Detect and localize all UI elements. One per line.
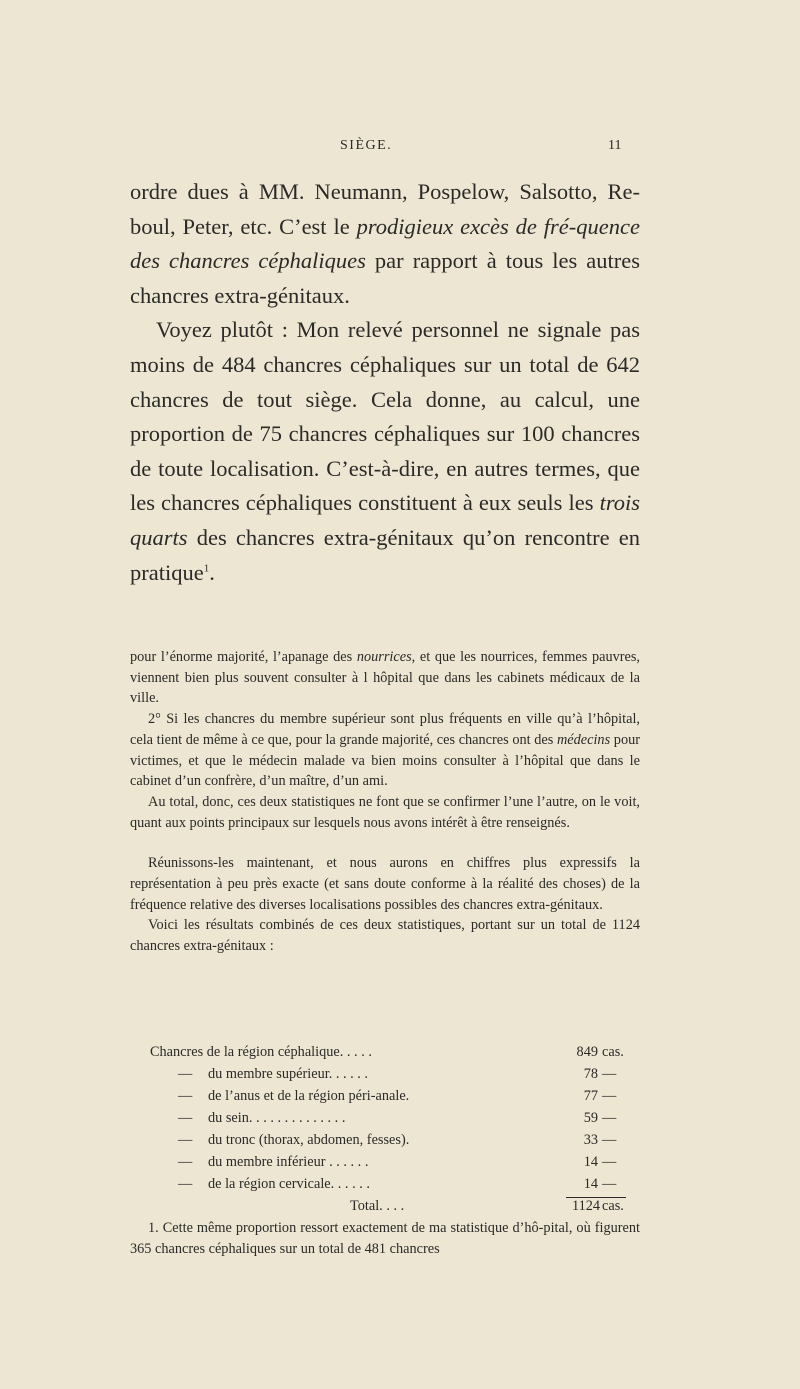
emphasis: trois quarts	[130, 490, 640, 550]
table-row: — du sein. . . . . . . . . . . . . . 59 —	[178, 1110, 617, 1126]
table-row: — du tronc (thorax, abdomen, fesses). 33 —	[178, 1132, 617, 1148]
table-row: — du membre inférieur . . . . . . 14 —	[178, 1154, 617, 1170]
paragraph-2: Voyez plutôt : Mon relevé personnel ne signale pas moins de 484 chancres céphaliques sur un total de 642 chancres de tout siège. Cela donne, au calcul, une proportion de 75 chancres céphaliques sur 100 chancres de toute localisation. C’est-à-dire, en autres termes, que les chancres céphaliques constituent à eux seuls les trois quarts des chancres extra-génitaux qu’on rencontre en pratique$^1$.	[130, 317, 640, 585]
emphasis: prodigieux excès de fré-quence des chancres céphaliques	[130, 213, 640, 274]
note-para-1: pour l’énorme majorité, l’apanage des nourrices, et que les nourrices, femmes pauvres, viennent bien plus souvent consulter à l hôpital que dans les cabinets médicaux de la ville.	[130, 649, 640, 707]
running-header	[0, 138, 800, 162]
page-number: 11	[608, 138, 622, 153]
footnote-1: 1. Cette même proportion ressort exactement de ma statistique d’hô-pital, où figurent 365 chancres céphaliques sur un total de 481 chancres	[130, 1220, 640, 1257]
table-total-row: Total. . . . 1124 cas.	[350, 1198, 624, 1214]
table-row: — de l’anus et de la région péri-anale. 77 —	[178, 1088, 617, 1104]
table-row: — de la région cervicale. . . . . . 14 —	[150, 1176, 630, 1198]
table-row: Chancres de la région céphalique. . . . . 849 cas.	[150, 1044, 624, 1060]
note-continuation	[130, 647, 640, 957]
note-para-5: Voici les résultats combinés de ces deux statistiques, portant sur un total de 1124 chancres extra-génitaux :	[130, 917, 640, 955]
statistics-table	[150, 1044, 630, 1220]
note-para-4: Réunissons-les maintenant, et nous aurons en chiffres plus expressifs la représentation à peu près exacte (et sans doute conforme à la réalité des choses) de la fréquence relative des diverses localisations possibles des chancres extra-génitaux.	[130, 855, 640, 913]
main-text	[130, 175, 640, 590]
header-title: SIÈGE.	[340, 138, 393, 153]
footnote	[130, 1218, 640, 1259]
note-para-3: Au total, donc, ces deux statistiques ne font que se confirmer l’une l’autre, on le voit, quant aux points principaux sur lesquels nous avons intérêt à être renseignés.	[130, 793, 640, 831]
footnote-ref: 1	[203, 562, 210, 575]
note-para-2: 2° Si les chancres du membre supérieur sont plus fréquents en ville qu’à l’hôpital, cela tient de même à ce que, pour la grande majorité, ces chancres ont des médecins pour victimes, et que le médecin malade va bien moins consulter à l’hôpital que dans le cabinet d’un confrère, d’un maître, d’un ami.	[130, 711, 641, 790]
paragraph-1: ordre dues à MM. Neumann, Pospelow, Salsotto, Re-boul, Peter, etc. C’est le prodigieux excès de fré-quence des chancres céphaliques par rapport à tous les autres chancres extra-génitaux.	[130, 179, 640, 308]
table-row: — du membre supérieur. . . . . . 78 —	[178, 1066, 617, 1082]
